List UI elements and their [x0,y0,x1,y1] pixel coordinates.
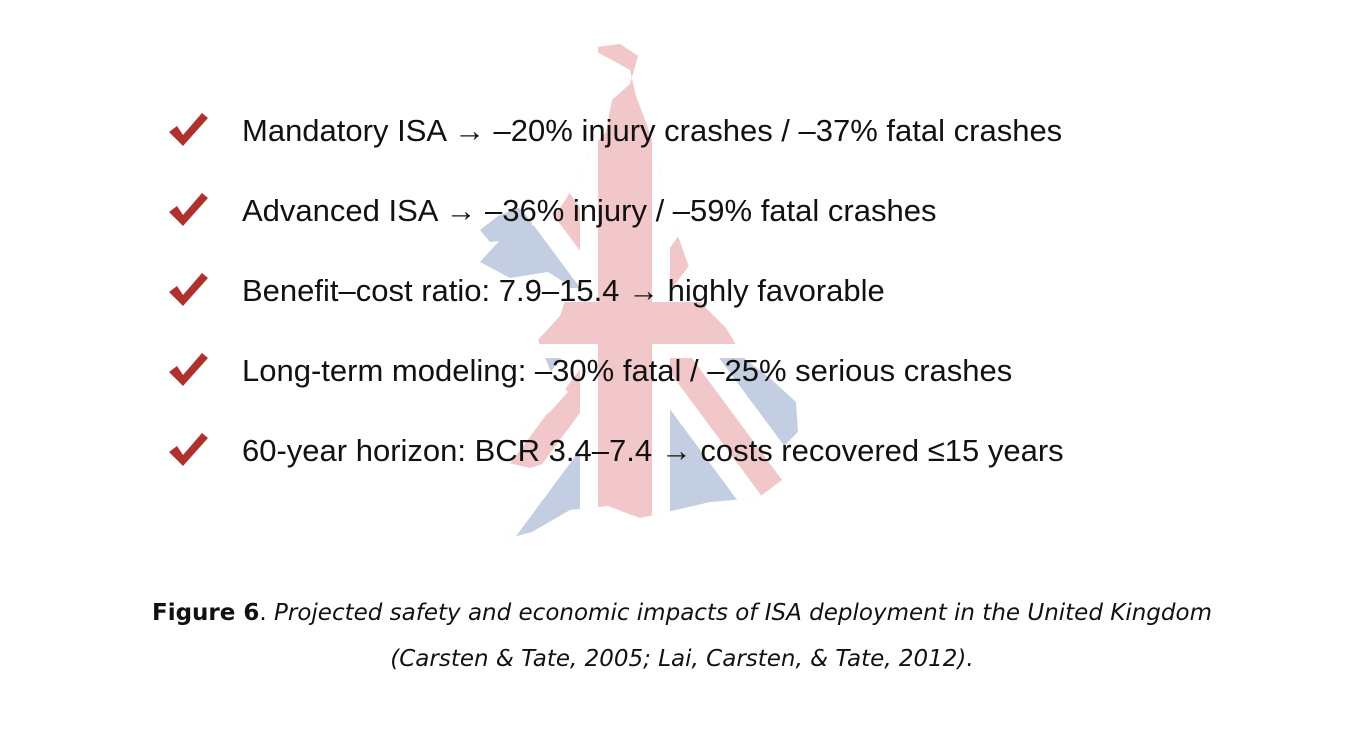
list-item-text: Benefit–cost ratio: 7.9–15.4 → highly favorable [242,273,885,308]
list-item [166,184,1266,264]
caption-citation: (Carsten & Tate, 2005; Lai, Carsten, & Tate, 2012). [390,646,974,672]
checkmark-icon [166,428,210,472]
list-item [166,344,1266,424]
caption-separator: . [259,600,275,626]
checkmark-icon [166,348,210,392]
figure-caption [0,590,1364,682]
list-item-text: Long-term modeling: –30% fatal / –25% serious crashes [242,353,1013,388]
list-item-text: Advanced ISA → –36% injury / –59% fatal crashes [242,193,937,228]
list-item [166,424,1266,504]
figure-label: Figure 6 [152,600,260,626]
caption-line-1 [0,590,1364,636]
list-item-text: Mandatory ISA → –20% injury crashes / –37% fatal crashes [242,113,1063,148]
checkmark-icon [166,188,210,232]
list-item-text: 60-year horizon: BCR 3.4–7.4 → costs recovered ≤15 years [242,433,1064,468]
list-item [166,104,1266,184]
checkmark-icon [166,108,210,152]
list-item [166,264,1266,344]
checkmark-icon [166,268,210,312]
caption-text: Projected safety and economic impacts of ISA deployment in the United Kingdom [274,600,1212,626]
impact-list [166,104,1266,504]
